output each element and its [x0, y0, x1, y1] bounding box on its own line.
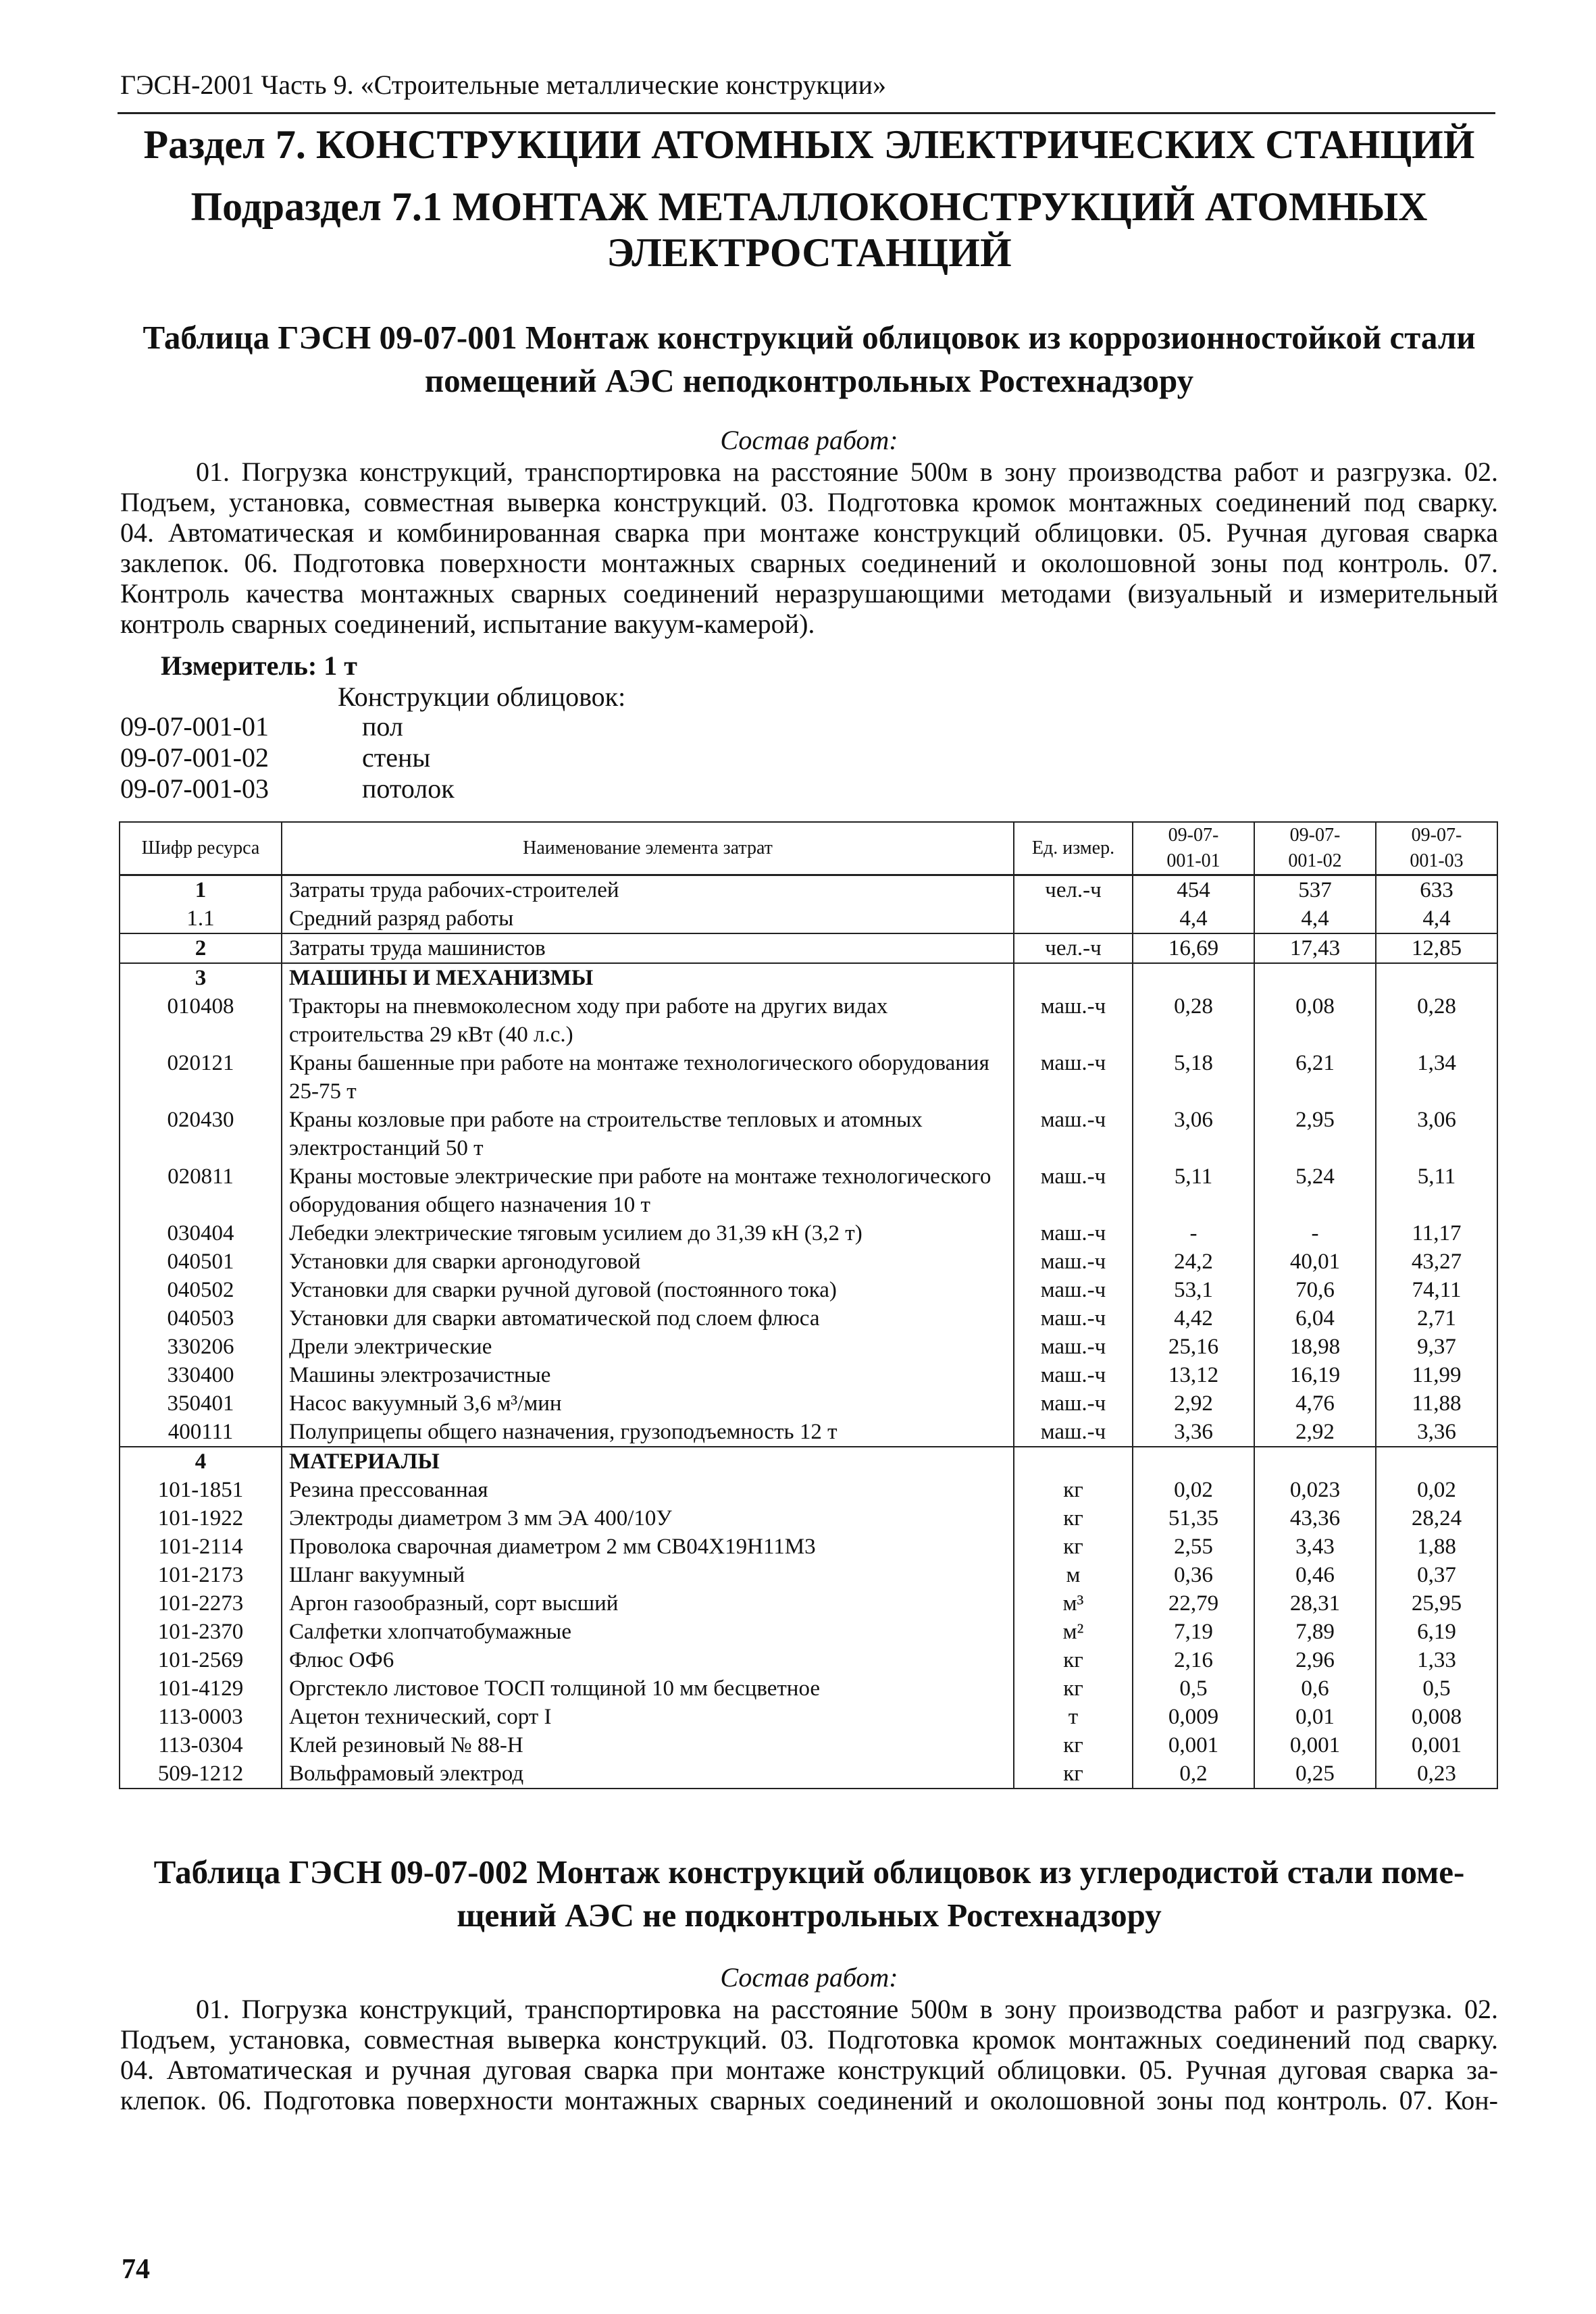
value-cell-001-02 — [1254, 1447, 1376, 1476]
value-cell-001-03: 12,85 — [1376, 933, 1497, 963]
resource-unit-cell: чел.-ч — [1014, 875, 1133, 905]
value-cell-001-03 — [1376, 1447, 1497, 1476]
resource-name-cell: Установки для сварки аргонодуговой — [282, 1248, 1014, 1276]
value-cell-001-01: 53,1 — [1133, 1276, 1254, 1304]
sostav-line: 01. Погрузка конструкций, транспортировка на расстояние 500м в зону производства работ и разгрузка. 02. — [196, 1994, 1498, 2024]
value-cell-001-02: 18,98 — [1254, 1333, 1376, 1361]
resource-unit-cell: маш.-ч — [1014, 1248, 1133, 1276]
header-divider — [118, 112, 1495, 114]
value-cell-001-03 — [1376, 963, 1497, 992]
col-v3-header — [1376, 822, 1497, 875]
value-cell-001-03: 3,36 — [1376, 1418, 1497, 1447]
resource-unit-cell — [1014, 963, 1133, 992]
table-row — [120, 1106, 1497, 1162]
resource-name-cell: Затраты труда машинистов — [282, 933, 1014, 963]
value-cell-001-01 — [1133, 1447, 1254, 1476]
table2-title-line2: щений АЭС не подконтрольных Ростехнадзору — [457, 1897, 1162, 1934]
table2-sostav-text — [120, 1994, 1498, 2115]
resource-unit-cell: т — [1014, 1703, 1133, 1731]
col-v1-header-a: 09-07- — [1168, 825, 1219, 846]
resource-name-cell: Средний разряд работы — [282, 904, 1014, 933]
resource-name-cell: Краны козловые при работе на строительстве тепловых и атомных электростанций 50 т — [282, 1106, 1014, 1162]
value-cell-001-02: 43,36 — [1254, 1504, 1376, 1533]
resource-code-cell: 509-1212 — [120, 1759, 282, 1789]
resource-code-cell: 101-2173 — [120, 1561, 282, 1589]
value-cell-001-03: 0,02 — [1376, 1476, 1497, 1504]
resource-unit-cell — [1014, 1447, 1133, 1476]
resource-unit-cell: маш.-ч — [1014, 1333, 1133, 1361]
resource-code-cell: 101-1851 — [120, 1476, 282, 1504]
table-section-row — [120, 963, 1497, 992]
value-cell-001-01: 2,55 — [1133, 1533, 1254, 1561]
resource-code-cell: 2 — [120, 933, 282, 963]
table-row — [120, 1361, 1497, 1389]
resource-code-cell: 4 — [120, 1447, 282, 1476]
table-row — [120, 875, 1497, 905]
value-cell-001-02: 2,95 — [1254, 1106, 1376, 1162]
table-row — [120, 1618, 1497, 1646]
table1-title-line1: Таблица ГЭСН 09-07-001 Монтаж конструкций облицовок из коррозионностойкой стали — [143, 319, 1476, 356]
resource-unit-cell: кг — [1014, 1759, 1133, 1789]
value-cell-001-03: 4,4 — [1376, 904, 1497, 933]
value-cell-001-01: 5,18 — [1133, 1049, 1254, 1106]
resource-code-cell: 040503 — [120, 1304, 282, 1333]
subsection-title-line1: Подраздел 7.1 МОНТАЖ МЕТАЛЛОКОНСТРУКЦИЙ АТОМНЫХ — [190, 184, 1428, 229]
value-cell-001-03: 0,001 — [1376, 1731, 1497, 1759]
resource-code-cell: 101-2114 — [120, 1533, 282, 1561]
value-cell-001-01: 2,92 — [1133, 1389, 1254, 1418]
resource-code-cell: 030404 — [120, 1219, 282, 1248]
resource-unit-cell: м³ — [1014, 1589, 1133, 1618]
value-cell-001-01: - — [1133, 1219, 1254, 1248]
value-cell-001-01: 24,2 — [1133, 1248, 1254, 1276]
variant-row — [120, 742, 430, 773]
table-row — [120, 1476, 1497, 1504]
variant-name: пол — [362, 711, 403, 742]
sostav-line: Контроль качества монтажных сварных соединений неразрушающими методами (визуальный и измерительный — [120, 578, 1498, 609]
resource-name-cell: Тракторы на пневмоколесном ходу при работе на других видах строительства 29 кВт (40 л.с.) — [282, 992, 1014, 1049]
resource-code-cell: 040502 — [120, 1276, 282, 1304]
value-cell-001-02: 537 — [1254, 875, 1376, 905]
resource-name-cell: Установки для сварки автоматической под слоем флюса — [282, 1304, 1014, 1333]
resource-unit-cell: маш.-ч — [1014, 1361, 1133, 1389]
table-row — [120, 904, 1497, 933]
running-header: ГЭСН-2001 Часть 9. «Строительные металлические конструкции» — [120, 70, 886, 100]
table-row — [120, 1703, 1497, 1731]
value-cell-001-01: 0,2 — [1133, 1759, 1254, 1789]
value-cell-001-02: 0,023 — [1254, 1476, 1376, 1504]
resource-name-cell: Полуприцепы общего назначения, грузоподъемность 12 т — [282, 1418, 1014, 1447]
value-cell-001-03: 1,34 — [1376, 1049, 1497, 1106]
value-cell-001-02: 6,21 — [1254, 1049, 1376, 1106]
resource-unit-cell: м — [1014, 1561, 1133, 1589]
value-cell-001-01: 0,001 — [1133, 1731, 1254, 1759]
resource-code-cell: 113-0304 — [120, 1731, 282, 1759]
resource-name-cell: Лебедки электрические тяговым усилием до 31,39 кН (3,2 т) — [282, 1219, 1014, 1248]
value-cell-001-03: 43,27 — [1376, 1248, 1497, 1276]
resource-unit-cell — [1014, 904, 1133, 933]
col-v3-header-a: 09-07- — [1411, 825, 1462, 846]
value-cell-001-01: 0,009 — [1133, 1703, 1254, 1731]
value-cell-001-02: 2,96 — [1254, 1646, 1376, 1674]
table-row — [120, 1646, 1497, 1674]
col-code-header: Шифр ресурса — [120, 822, 282, 875]
value-cell-001-02: 0,001 — [1254, 1731, 1376, 1759]
resource-name-cell: Проволока сварочная диаметром 2 мм СВ04Х19Н11М3 — [282, 1533, 1014, 1561]
value-cell-001-01: 0,28 — [1133, 992, 1254, 1049]
value-cell-001-02: 0,46 — [1254, 1561, 1376, 1589]
table-row — [120, 1504, 1497, 1533]
value-cell-001-02: 2,92 — [1254, 1418, 1376, 1447]
table-row — [120, 1248, 1497, 1276]
value-cell-001-02: 0,08 — [1254, 992, 1376, 1049]
value-cell-001-02 — [1254, 963, 1376, 992]
col-v3-header-b: 001-03 — [1410, 850, 1464, 871]
value-cell-001-03: 3,06 — [1376, 1106, 1497, 1162]
table-row — [120, 1276, 1497, 1304]
table-row — [120, 1674, 1497, 1703]
value-cell-001-02: - — [1254, 1219, 1376, 1248]
resource-code-cell: 020811 — [120, 1162, 282, 1219]
value-cell-001-02: 0,25 — [1254, 1759, 1376, 1789]
table-row — [120, 1049, 1497, 1106]
variant-code: 09-07-001-02 — [120, 742, 269, 773]
resource-name-cell: МАТЕРИАЛЫ — [282, 1447, 1014, 1476]
value-cell-001-01: 13,12 — [1133, 1361, 1254, 1389]
resource-code-cell: 330206 — [120, 1333, 282, 1361]
resource-unit-cell: кг — [1014, 1674, 1133, 1703]
value-cell-001-02: 0,6 — [1254, 1674, 1376, 1703]
value-cell-001-01: 5,11 — [1133, 1162, 1254, 1219]
resource-unit-cell: маш.-ч — [1014, 1219, 1133, 1248]
resource-unit-cell: кг — [1014, 1646, 1133, 1674]
resource-code-cell: 113-0003 — [120, 1703, 282, 1731]
table-row — [120, 1731, 1497, 1759]
resource-unit-cell: маш.-ч — [1014, 1049, 1133, 1106]
resource-code-cell: 101-1922 — [120, 1504, 282, 1533]
resource-name-cell: Электроды диаметром 3 мм ЭА 400/10У — [282, 1504, 1014, 1533]
value-cell-001-03: 0,23 — [1376, 1759, 1497, 1789]
col-name-header: Наименование элемента затрат — [282, 822, 1014, 875]
col-v1-header — [1133, 822, 1254, 875]
resource-unit-cell: маш.-ч — [1014, 1106, 1133, 1162]
resource-name-cell: Затраты труда рабочих-строителей — [282, 875, 1014, 905]
value-cell-001-01: 4,42 — [1133, 1304, 1254, 1333]
resource-code-cell: 1 — [120, 875, 282, 905]
value-cell-001-01: 454 — [1133, 875, 1254, 905]
subsection-title-line2: ЭЛЕКТРОСТАНЦИЙ — [607, 230, 1012, 275]
table-row — [120, 933, 1497, 963]
value-cell-001-01: 0,02 — [1133, 1476, 1254, 1504]
resource-unit-cell: м² — [1014, 1618, 1133, 1646]
table-row — [120, 1162, 1497, 1219]
resource-unit-cell: маш.-ч — [1014, 1276, 1133, 1304]
value-cell-001-01: 22,79 — [1133, 1589, 1254, 1618]
variant-row — [120, 773, 455, 804]
resource-unit-cell: маш.-ч — [1014, 1418, 1133, 1447]
resource-code-cell: 101-2569 — [120, 1646, 282, 1674]
col-v2-header-b: 001-02 — [1288, 850, 1342, 871]
table1-konstr-label: Конструкции облицовок: — [338, 682, 626, 712]
value-cell-001-03: 0,008 — [1376, 1703, 1497, 1731]
value-cell-001-03: 1,88 — [1376, 1533, 1497, 1561]
table-row — [120, 1333, 1497, 1361]
section-title: Раздел 7. КОНСТРУКЦИИ АТОМНЫХ ЭЛЕКТРИЧЕСКИХ СТАНЦИЙ — [143, 122, 1475, 167]
resource-unit-cell: кг — [1014, 1533, 1133, 1561]
table2-sostav-label: Состав работ: — [720, 1962, 898, 1992]
value-cell-001-03: 633 — [1376, 875, 1497, 905]
value-cell-001-03: 9,37 — [1376, 1333, 1497, 1361]
value-cell-001-02: 5,24 — [1254, 1162, 1376, 1219]
col-unit-header: Ед. измер. — [1014, 822, 1133, 875]
resource-name-cell: Флюс ОФ6 — [282, 1646, 1014, 1674]
sostav-line: клепок. 06. Подготовка поверхности монтажных сварных соединений и околошовной зоны под контроль. 07. Кон- — [120, 2085, 1498, 2115]
table1-title-line2: помещений АЭС неподконтрольных Ростехнадзору — [424, 362, 1194, 399]
resource-name-cell: Вольфрамовый электрод — [282, 1759, 1014, 1789]
resource-code-cell: 040501 — [120, 1248, 282, 1276]
value-cell-001-02: 0,01 — [1254, 1703, 1376, 1731]
resource-code-cell: 1.1 — [120, 904, 282, 933]
resource-unit-cell: кг — [1014, 1504, 1133, 1533]
table-row — [120, 1389, 1497, 1418]
resource-unit-cell: кг — [1014, 1731, 1133, 1759]
value-cell-001-01: 16,69 — [1133, 933, 1254, 963]
table1-izmeritel: Измеритель: 1 т — [161, 650, 357, 681]
resource-code-cell: 101-2273 — [120, 1589, 282, 1618]
resource-unit-cell: маш.-ч — [1014, 1304, 1133, 1333]
value-cell-001-03: 2,71 — [1376, 1304, 1497, 1333]
value-cell-001-01: 0,5 — [1133, 1674, 1254, 1703]
value-cell-001-02: 4,76 — [1254, 1389, 1376, 1418]
table2-title — [120, 1851, 1498, 1937]
resource-name-cell: МАШИНЫ И МЕХАНИЗМЫ — [282, 963, 1014, 992]
variant-code: 09-07-001-03 — [120, 773, 269, 804]
resource-code-cell: 020121 — [120, 1049, 282, 1106]
resource-name-cell: Шланг вакуумный — [282, 1561, 1014, 1589]
variant-code: 09-07-001-01 — [120, 711, 269, 742]
value-cell-001-01: 4,4 — [1133, 904, 1254, 933]
value-cell-001-01 — [1133, 963, 1254, 992]
resource-code-cell: 330400 — [120, 1361, 282, 1389]
resource-code-cell: 101-2370 — [120, 1618, 282, 1646]
resource-name-cell: Краны башенные при работе на монтаже технологического оборудования 25-75 т — [282, 1049, 1014, 1106]
col-v2-header-a: 09-07- — [1289, 825, 1341, 846]
resource-name-cell: Установки для сварки ручной дуговой (постоянного тока) — [282, 1276, 1014, 1304]
table1-sostav-text — [120, 457, 1498, 639]
value-cell-001-01: 7,19 — [1133, 1618, 1254, 1646]
table1-title — [120, 316, 1498, 403]
resource-code-cell: 101-4129 — [120, 1674, 282, 1703]
sostav-line: заклепок. 06. Подготовка поверхности монтажных сварных соединений и околошовной зоны под контроль. 07. — [120, 548, 1498, 578]
table-row — [120, 1759, 1497, 1789]
value-cell-001-03: 0,5 — [1376, 1674, 1497, 1703]
value-cell-001-03: 5,11 — [1376, 1162, 1497, 1219]
resource-code-cell: 3 — [120, 963, 282, 992]
value-cell-001-02: 7,89 — [1254, 1618, 1376, 1646]
resource-name-cell: Оргстекло листовое ТОСП толщиной 10 мм бесцветное — [282, 1674, 1014, 1703]
table2-title-line1: Таблица ГЭСН 09-07-002 Монтаж конструкций облицовок из углеродистой стали поме- — [153, 1853, 1465, 1891]
resource-unit-cell: кг — [1014, 1476, 1133, 1504]
resource-unit-cell: маш.-ч — [1014, 1389, 1133, 1418]
variant-name: потолок — [362, 773, 455, 804]
table-row — [120, 1418, 1497, 1447]
resource-code-cell: 400111 — [120, 1418, 282, 1447]
value-cell-001-01: 0,36 — [1133, 1561, 1254, 1589]
resource-name-cell: Аргон газообразный, сорт высший — [282, 1589, 1014, 1618]
sostav-line: Подъем, установка, совместная выверка конструкций. 03. Подготовка кромок монтажных соединений под сварку. — [120, 487, 1498, 517]
table-row — [120, 1219, 1497, 1248]
value-cell-001-01: 3,06 — [1133, 1106, 1254, 1162]
resource-table — [119, 821, 1498, 1789]
resource-name-cell: Ацетон технический, сорт I — [282, 1703, 1014, 1731]
resource-name-cell: Резина прессованная — [282, 1476, 1014, 1504]
table-row — [120, 1304, 1497, 1333]
resource-code-cell: 350401 — [120, 1389, 282, 1418]
value-cell-001-03: 0,28 — [1376, 992, 1497, 1049]
resource-name-cell: Машины электрозачистные — [282, 1361, 1014, 1389]
table-header-row — [120, 822, 1497, 875]
resource-table-body — [120, 875, 1497, 1789]
page-number: 74 — [122, 2254, 150, 2285]
value-cell-001-02: 6,04 — [1254, 1304, 1376, 1333]
value-cell-001-01: 25,16 — [1133, 1333, 1254, 1361]
value-cell-001-02: 28,31 — [1254, 1589, 1376, 1618]
sostav-line: контроль сварных соединений, испытание вакуум-камерой). — [120, 609, 815, 639]
value-cell-001-02: 17,43 — [1254, 933, 1376, 963]
value-cell-001-03: 11,17 — [1376, 1219, 1497, 1248]
value-cell-001-01: 2,16 — [1133, 1646, 1254, 1674]
value-cell-001-03: 25,95 — [1376, 1589, 1497, 1618]
table-row — [120, 1561, 1497, 1589]
value-cell-001-03: 11,88 — [1376, 1389, 1497, 1418]
resource-name-cell: Краны мостовые электрические при работе на монтаже технологического оборудования общего назначения 10 т — [282, 1162, 1014, 1219]
col-v1-header-b: 001-01 — [1166, 850, 1220, 871]
table-row — [120, 992, 1497, 1049]
variant-row — [120, 711, 403, 742]
value-cell-001-03: 0,37 — [1376, 1561, 1497, 1589]
resource-name-cell: Салфетки хлопчатобумажные — [282, 1618, 1014, 1646]
resource-code-cell: 020430 — [120, 1106, 282, 1162]
table-section-row — [120, 1447, 1497, 1476]
value-cell-001-03: 1,33 — [1376, 1646, 1497, 1674]
value-cell-001-03: 74,11 — [1376, 1276, 1497, 1304]
table1-sostav-label: Состав работ: — [720, 425, 898, 455]
sostav-line: Подъем, установка, совместная выверка конструкций. 03. Подготовка кромок монтажных соединений под сварку. — [120, 2024, 1498, 2055]
value-cell-001-02: 4,4 — [1254, 904, 1376, 933]
resource-name-cell: Дрели электрические — [282, 1333, 1014, 1361]
col-v2-header — [1254, 822, 1376, 875]
value-cell-001-02: 70,6 — [1254, 1276, 1376, 1304]
value-cell-001-01: 3,36 — [1133, 1418, 1254, 1447]
value-cell-001-03: 11,99 — [1376, 1361, 1497, 1389]
resource-unit-cell: чел.-ч — [1014, 933, 1133, 963]
table-row — [120, 1533, 1497, 1561]
table-row — [120, 1589, 1497, 1618]
resource-unit-cell: маш.-ч — [1014, 1162, 1133, 1219]
sostav-line: 04. Автоматическая и комбинированная сварка при монтаже конструкций облицовки. 05. Ручная дуговая сварка — [120, 517, 1498, 548]
resource-unit-cell: маш.-ч — [1014, 992, 1133, 1049]
value-cell-001-01: 51,35 — [1133, 1504, 1254, 1533]
sostav-line: 01. Погрузка конструкций, транспортировка на расстояние 500м в зону производства работ и разгрузка. 02. — [196, 457, 1498, 487]
value-cell-001-03: 28,24 — [1376, 1504, 1497, 1533]
resource-name-cell: Насос вакуумный 3,6 м³/мин — [282, 1389, 1014, 1418]
variant-name: стены — [362, 742, 431, 773]
resource-code-cell: 010408 — [120, 992, 282, 1049]
resource-name-cell: Клей резиновый № 88-Н — [282, 1731, 1014, 1759]
value-cell-001-02: 40,01 — [1254, 1248, 1376, 1276]
sostav-line: 04. Автоматическая и ручная дуговая сварка при монтаже конструкций облицовки. 05. Ручная дуговая сварка за- — [120, 2055, 1498, 2085]
value-cell-001-02: 16,19 — [1254, 1361, 1376, 1389]
value-cell-001-02: 3,43 — [1254, 1533, 1376, 1561]
value-cell-001-03: 6,19 — [1376, 1618, 1497, 1646]
